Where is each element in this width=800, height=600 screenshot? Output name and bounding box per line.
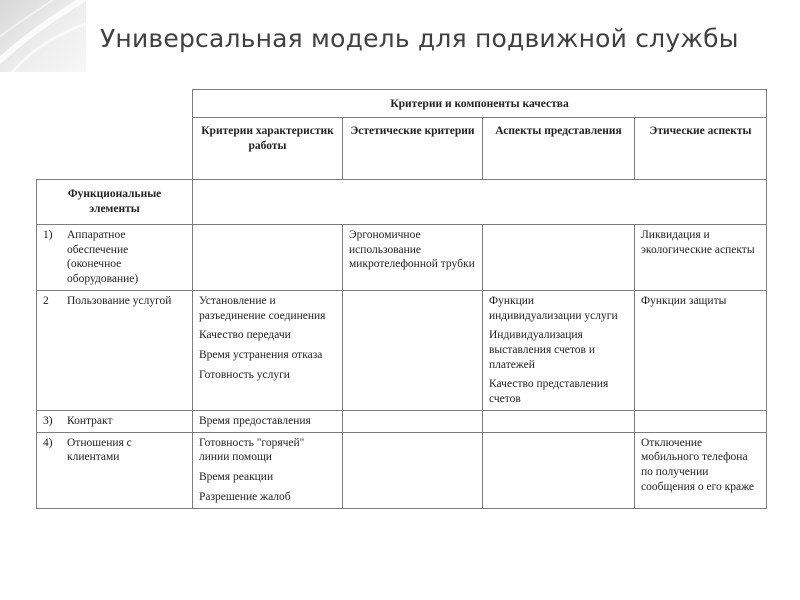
- column-header-presentation: Аспекты представления: [483, 118, 635, 180]
- functional-element-cell: [37, 410, 193, 432]
- cell-item: Индивидуализация выставления счетов и платежей: [489, 329, 595, 371]
- cell-item: Ликвидация и экологические аспекты: [641, 229, 755, 256]
- cell-presentation: [483, 432, 635, 508]
- functional-element-label: Аппаратное обеспечение (оконечное оборудование): [67, 229, 139, 286]
- functional-element-cell: [37, 432, 193, 508]
- swirl-decoration-icon: [0, 0, 86, 72]
- functional-element-cell: [37, 290, 193, 410]
- column-header-ethical: Этические аспекты: [635, 118, 767, 180]
- table-row: [37, 432, 767, 508]
- cell-performance: [193, 225, 343, 291]
- cell-item: Время реакции: [199, 471, 274, 484]
- table-row: [37, 410, 767, 432]
- table-row: [37, 290, 767, 410]
- cell-item: Эргономичное использование микротелефонной трубки: [349, 229, 475, 271]
- cell-performance: [193, 410, 343, 432]
- functional-element-label: Пользование услугой: [67, 294, 172, 307]
- cell-item: Отключение мобильного телефона по получении сообщения о его краже: [641, 436, 755, 493]
- cell-performance: [193, 290, 343, 410]
- cell-ethical: [635, 410, 767, 432]
- column-header-aesthetic: Эстетические критерии: [343, 118, 483, 180]
- cell-ethical: [635, 290, 767, 410]
- cell-aesthetic: [343, 225, 483, 291]
- cell-item: Готовность "горячей" линии помощи: [199, 436, 305, 464]
- cell-item: Установление и разъединение соединения: [199, 294, 326, 322]
- cell-aesthetic: [343, 410, 483, 432]
- slide-title: Универсальная модель для подвижной службы: [100, 24, 739, 53]
- cell-presentation: [483, 225, 635, 291]
- cell-ethical: [635, 225, 767, 291]
- row-header-functional-elements: Функциональные элементы: [37, 180, 193, 225]
- cell-performance: [193, 432, 343, 508]
- cell-item: Качество представления счетов: [489, 378, 609, 406]
- functional-element-label: Контракт: [67, 414, 113, 427]
- cell-item: Качество передачи: [199, 329, 291, 342]
- cell-aesthetic: [343, 290, 483, 410]
- empty-header-span: [193, 180, 767, 225]
- quality-model-table: [36, 89, 767, 509]
- cell-item: Время предоставления: [199, 414, 311, 427]
- cell-item: Готовность услуги: [199, 368, 290, 381]
- cell-aesthetic: [343, 432, 483, 508]
- functional-element-cell: [37, 225, 193, 291]
- group-header: Критерии и компоненты качества: [193, 90, 767, 118]
- cell-item: Разрешение жалоб: [199, 490, 291, 503]
- row-number: 1): [43, 229, 53, 241]
- table-row: [37, 225, 767, 291]
- functional-element-label: Отношения с клиентами: [67, 436, 132, 464]
- cell-presentation: [483, 290, 635, 410]
- row-number: 3): [43, 414, 53, 427]
- cell-item: Время устранения отказа: [199, 349, 323, 362]
- blank-corner-cell: [37, 90, 193, 180]
- cell-presentation: [483, 410, 635, 432]
- row-number: 4): [43, 436, 53, 449]
- row-number: 2: [43, 294, 49, 307]
- column-header-performance: Критерии характеристик работы: [193, 118, 343, 180]
- corner-decoration: [0, 0, 86, 72]
- cell-ethical: [635, 432, 767, 508]
- cell-item: Функции защиты: [641, 294, 727, 307]
- cell-item: Функции индивидуализации услуги: [489, 294, 618, 322]
